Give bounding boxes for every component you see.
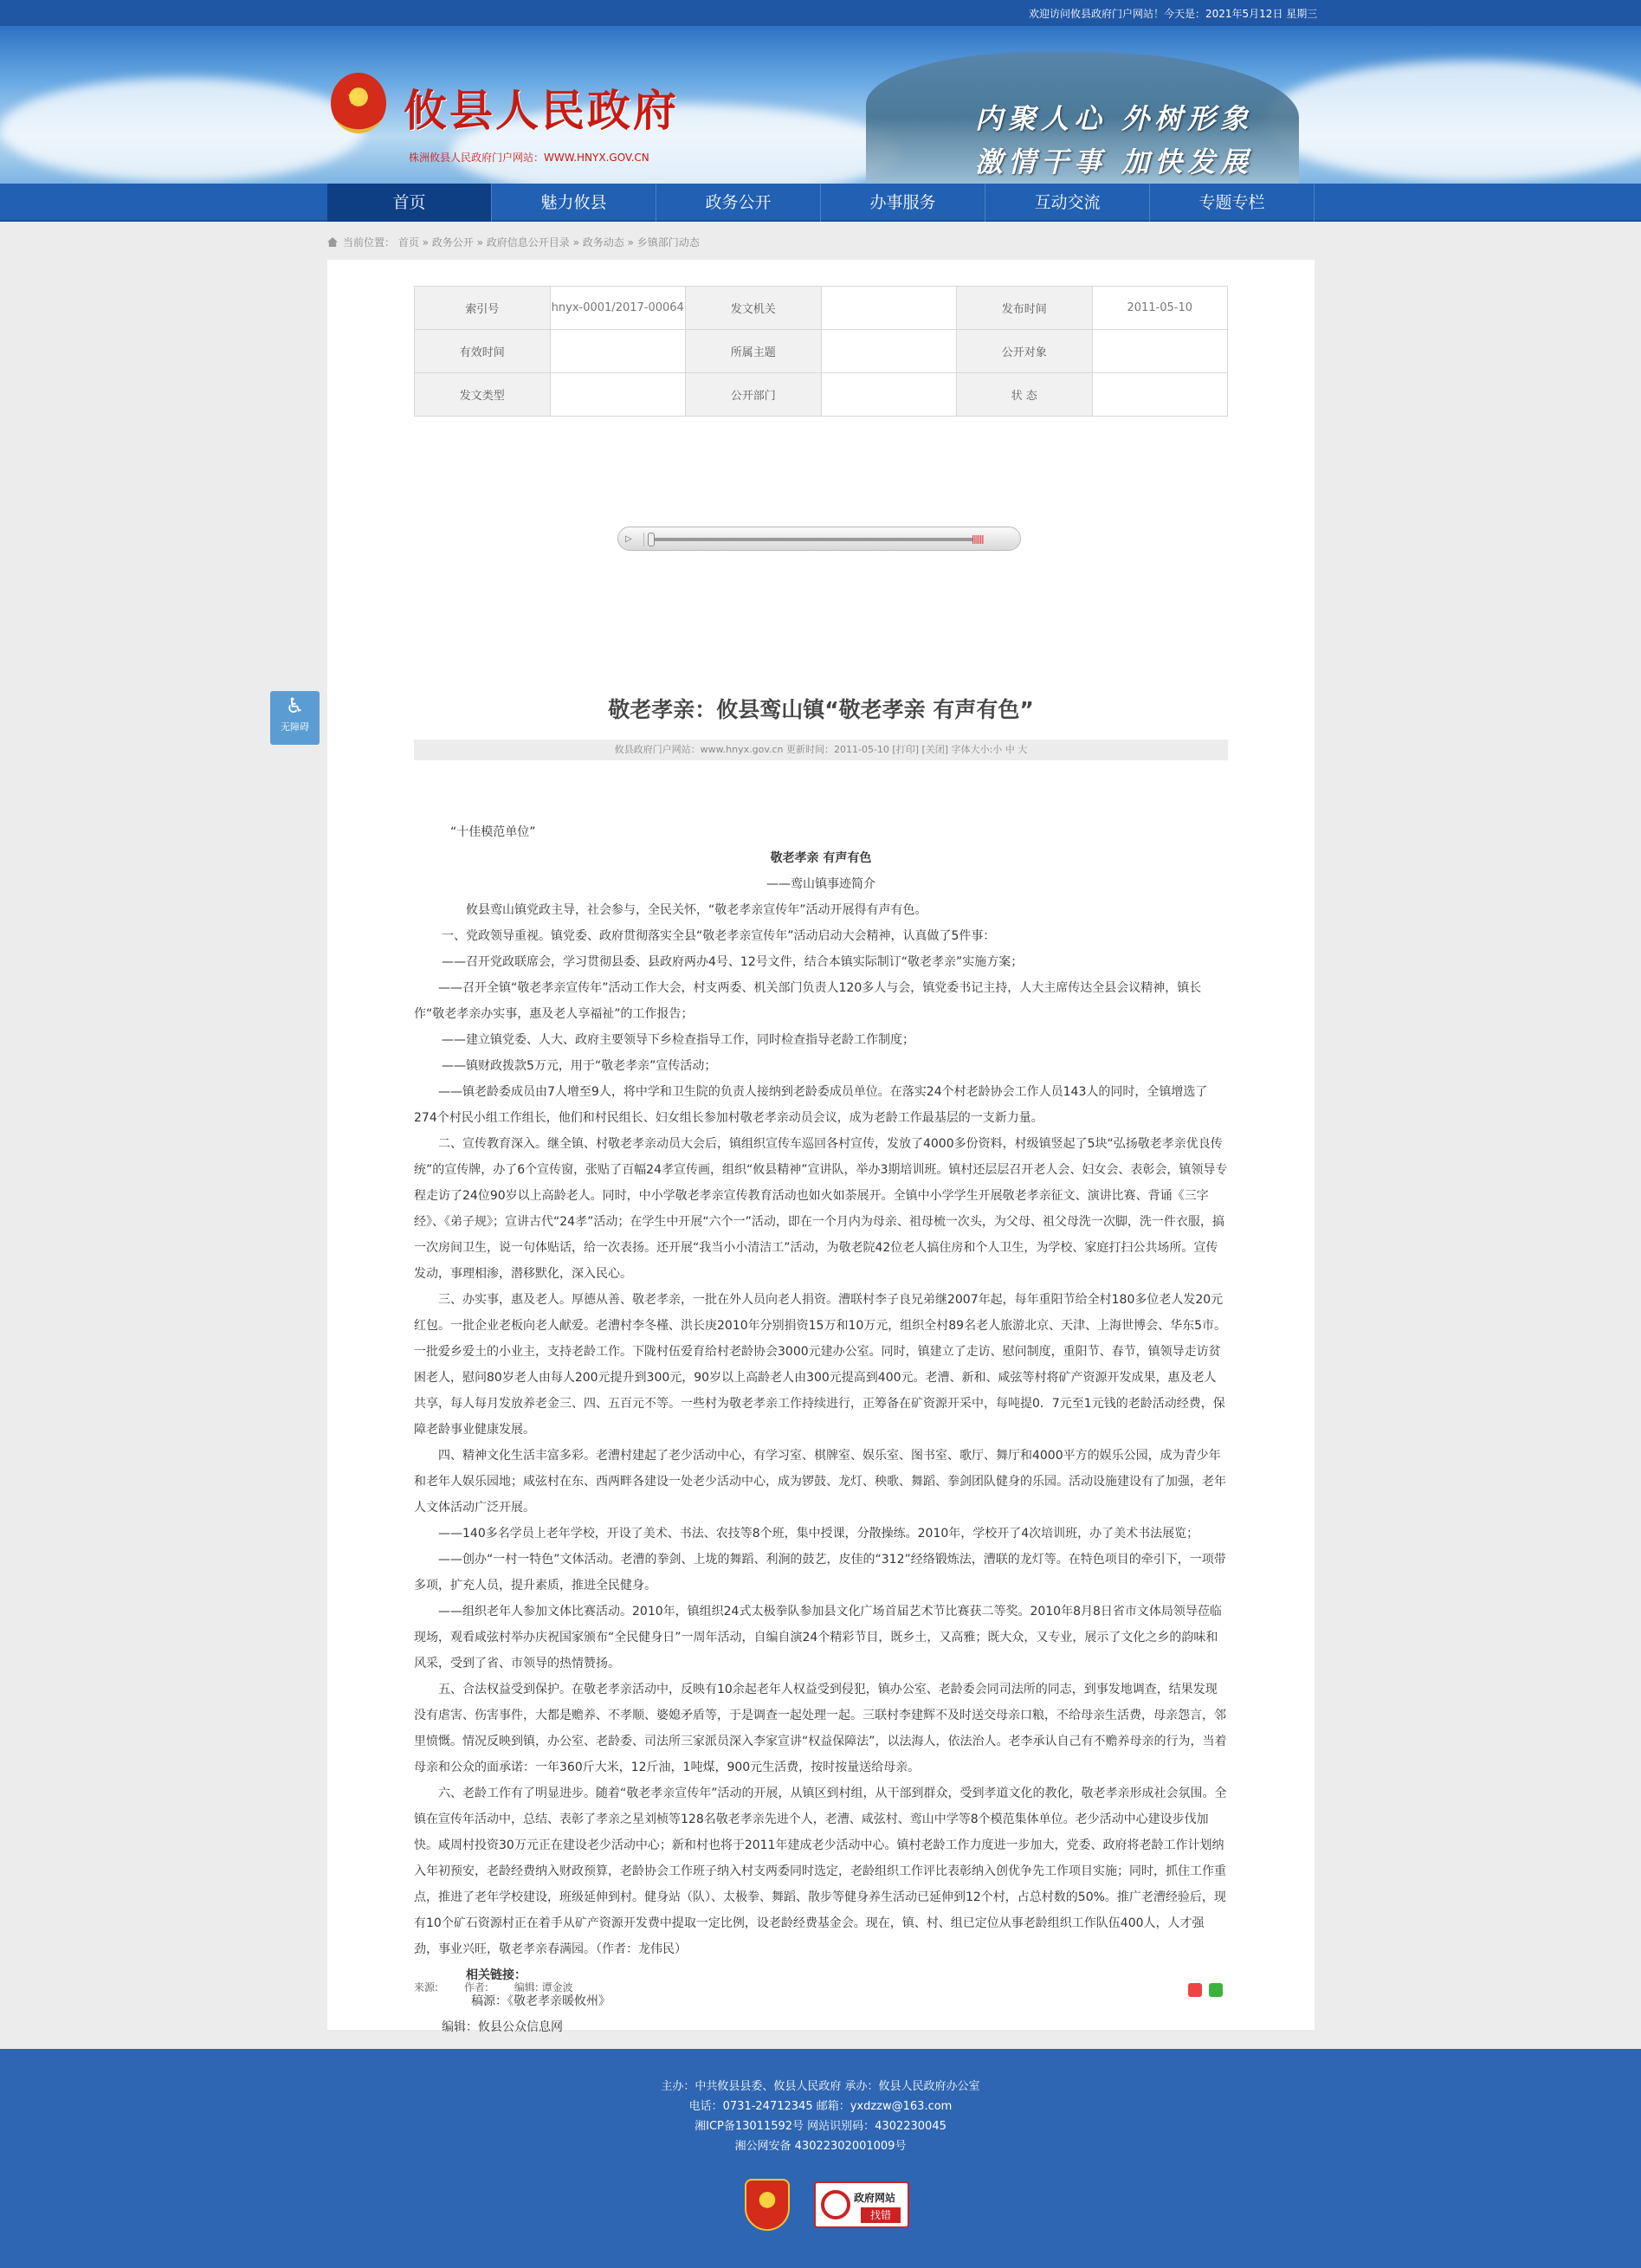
- weibo-share-icon[interactable]: [1188, 1983, 1202, 1997]
- top-bar: [0, 0, 1641, 26]
- main-nav: [0, 184, 1641, 222]
- nav-home[interactable]: 首页: [327, 184, 492, 222]
- site-logo-title[interactable]: 攸县人民政府: [404, 85, 679, 136]
- article-paragraph: ——140多名学员上老年学校，开设了美术、书法、农技等8个班，集中授课，分散操练。2010年，学校开了4次培训班，办了美术书法展览；: [438, 1527, 1199, 1541]
- page-footer: [0, 2049, 1641, 2268]
- article-paragraph: ——组织老年人参加文体比赛活动。2010年，镇组织24式太极拳队参加县文化广场首届艺术节比赛获二等奖。2010年8月8日省市文体局领导莅临现场，观看咸弦村举办庆祝国家颁布“全民健身日”一周年活动，自编自演24个精彩节目，既乡土，又高雅；既大众，又专业，展示了文化之乡的韵味和风采，受到了省、市领导的热情赞扬。: [414, 1605, 1222, 1670]
- article-footer-meta: [414, 1980, 1228, 1994]
- badge-action: 找错: [861, 2207, 901, 2223]
- meta-date-value: 2011-05-10: [1092, 287, 1228, 330]
- article-paragraph: 相关链接：: [466, 1968, 527, 1982]
- footer-icp[interactable]: 湘ICP备13011592号 网站识别码：4302230045: [695, 2120, 946, 2133]
- nav-interaction[interactable]: 互动交流: [985, 184, 1150, 222]
- footer-sponsor: 主办：中共攸县县委、攸县人民政府 承办：攸县人民政府办公室: [661, 2080, 980, 2093]
- article-paragraph: ——创办“一村一特色”文体活动。老漕的拳剑、上垅的舞蹈、利涧的鼓艺，皮佳的“312”经络锻炼法，漕联的龙灯等。在特色项目的牵引下，一项带多项，扩充人员，提升素质，推进全民健身。: [414, 1553, 1226, 1593]
- article-paragraph: 二、宣传教育深入。继全镇、村敬老孝亲动员大会后，镇组织宣传车巡回各村宣传，发放了4000多份资料，村级镇竖起了5块“弘扬敬老孝亲优良传统”的宣传牌，办了6个宣传窗，张贴了百幅24孝宣传画，组织“攸县精神”宣讲队，举办3期培训班。镇村还层层召开老人会、妇女会、表彰会，镇领导专程走访了24位90岁以上高龄老人。同时，中小学敬老孝亲宣传教育活动也如火如荼展开。全镇中小学学生开展敬老孝亲征文、演讲比赛、背诵《三字经》、《弟子规》；宣讲古代“24孝”活动；在学生中开展“六个一”活动，即在一个月内为母亲、祖母梳一次头，为父母、祖父母洗一次脚，洗一件衣服，搞一次房间卫生，说一句体贴话，给一次表扬。还开展“我当小小清洁工”活动，为敬老院42位老人搞住房和个人卫生，为学校、家庭打扫公共场所。宣传发动，事理相渗，潜移默化，深入民心。: [414, 1137, 1228, 1281]
- slogan-line-1: 内聚人心 外树形象: [975, 102, 1254, 135]
- footer-contact: 电话：0731-24712345 邮箱：yxdzzw@163.com: [688, 2100, 953, 2113]
- wheelchair-icon: ♿: [285, 694, 305, 718]
- article-title: 敬老孝亲：攸县鸾山镇“敬老孝亲 有声有色”: [608, 697, 1034, 722]
- audio-player[interactable]: [617, 527, 1021, 551]
- nav-charm-youxian[interactable]: 魅力攸县: [492, 184, 656, 222]
- meta-valid-label: 有效时间: [415, 330, 551, 373]
- audio-progress-handle[interactable]: [648, 533, 655, 546]
- meta-doctype-label: 发文类型: [415, 373, 551, 417]
- meta-topic-value: [821, 330, 957, 373]
- meta-issuer-label: 发文机关: [686, 287, 822, 330]
- meta-audience-label: 公开对象: [957, 330, 1093, 373]
- slogan-line-2: 激情干事 加快发展: [975, 145, 1254, 178]
- article-info-bar[interactable]: 攸县政府门户网站：www.hnyx.gov.cn 更新时间：2011-05-10 [打印] [关闭] 字体大小:小 中 大: [414, 740, 1228, 760]
- metadata-table: [414, 286, 1228, 417]
- article-paragraph: 一、党政领导重视。镇党委、政府贯彻落实全县“敬老孝亲宣传年”活动启动大会精神，认真做了5件事：: [442, 929, 996, 943]
- meta-valid-value: [550, 330, 686, 373]
- meta-doctype-value: [550, 373, 686, 417]
- site-subtitle: 株洲攸县人民政府门户网站：WWW.HNYX.GOV.CN: [409, 152, 649, 164]
- party-gov-badge-icon[interactable]: [745, 2179, 790, 2231]
- article-paragraph: 五、合法权益受到保护。在敬老孝亲活动中，反映有10余起老年人权益受到侵犯，镇办公室、老龄委会同司法所的同志，到事发地调查，结果发现没有虐害、伤害事件，大都是赡养、不孝顺、婆媳矛盾等，于是调查一起处理一起。三联村李建辉不及时送交母亲口粮，不给母亲生活费，母亲怨言，邻里愤慨。情况反映到镇，办公室、老龄委、司法所三家派员深入李家宣讲“权益保障法”，以法海人，依法治人。老李承认自己有不赡养母亲的行为，当着母亲和公众的面承诺：一年360斤大米，12斤油，1吨煤，900元生活费，按时按量送给母亲。: [414, 1683, 1227, 1774]
- article-paragraph: ——召开全镇“敬老孝亲宣传年”活动工作大会，村支两委、机关部门负责人120多人与会，镇党委书记主持，人大主席传达全县会议精神，镇长作“敬老孝亲办实事，惠及老人享福祉”的工作报告；: [414, 981, 1202, 1021]
- article-paragraph: 六、老龄工作有了明显进步。随着“敬老孝亲宣传年”活动的开展，从镇区到村组，从干部到群众，受到孝道文化的教化，敬老孝亲形成社会氛围。全镇在宣传年活动中，总结、表彰了孝亲之星刘桢等128名敬老孝亲先进个人，老漕、咸弦村、鸾山中学等8个模范集体单位。老少活动中心建设步伐加快。咸周村投资30万元正在建设老少活动中心；新和村也将于2011年建成老少活动中心。镇村老龄工作力度进一步加大，党委、政府将老龄工作计划纳入年初预安，老龄经费纳入财政预算，老龄协会工作班子纳入村支两委同时选定，老龄组织工作评比表彰纳入创优争先工作项目实施；同时，抓住工作重点，推进了老年学校建设，班级延伸到村。健身站（队）、太极拳、舞蹈、散步等健身养生活动已延伸到12个村，占总村数的50%。推广老漕经验后，现有10个矿石资源村正在着手从矿产资源开发费中提取一定比例，设老龄经费基金会。现在，镇、村、组已定位从事老龄组织工作队伍400人，人才强劲，事业兴旺，敬老孝亲春满园。（作者：龙伟民）: [414, 1787, 1227, 1956]
- audio-progress-track[interactable]: [653, 538, 973, 541]
- article-paragraph: 四、精神文化生活丰富多彩。老漕村建起了老少活动中心，有学习室、棋牌室、娱乐室、图书室、歌厅、舞厅和4000平方的娱乐公园，成为青少年和老年人娱乐园地；咸弦村在东、西两畔各建设一处老少活动中心，成为锣鼓、龙灯、秧歌、舞蹈、拳剑团队健身的乐园。活动设施建设有了加强，老年人文体活动广泛开展。: [414, 1449, 1226, 1515]
- wechat-share-icon[interactable]: [1209, 1983, 1223, 1997]
- article-paragraph: ——召开党政联席会，学习贯彻县委、县政府两办4号、12号文件，结合本镇实际制订“敬老孝亲”实施方案；: [442, 955, 1024, 969]
- article-paragraph: 三、办实事，惠及老人。厚德从善、敬老孝亲，一批在外人员向老人捐资。漕联村李子良兄弟继2007年起，每年重阳节给全村180多位老人发20元红包。一批企业老板向老人献爱。老漕村李冬槿、洪长庚2010年分别捐资15万和10万元，组织全村89名老人旅游北京、天津、上海世博会、华东5市。一批爱乡爱土的小业主，支持老龄工作。下陇村伍爱育给村老龄协会3000元建办公室。同时，镇建立了走访、慰问制度，重阳节、春节，镇领导走访贫困老人，慰问80岁老人由每人200元提升到300元，90岁以上高龄老人由300元提高到400元。老漕、新和、咸弦等村将矿产资源开发成果，惠及老人共享，每人每月发放养老金三、四、五百元不等。一些村为敬老孝亲工作持续进行，正筹备在矿资源开采中，每吨提0．7元至1元钱的老龄活动经费，保障老龄事业健康发展。: [414, 1293, 1226, 1437]
- meta-status-label: 状 态: [957, 373, 1093, 417]
- meta-index-label: 索引号: [415, 287, 551, 330]
- meta-issuer-value: [821, 287, 957, 330]
- meta-dept-value: [821, 373, 957, 417]
- article-paragraph: ——鸾山镇事迹简介: [766, 877, 875, 891]
- article-paragraph: 敬老孝亲 有声有色: [770, 851, 872, 865]
- play-icon[interactable]: ▷: [625, 533, 644, 546]
- magnifier-icon: [821, 2190, 850, 2220]
- article-paragraph: 攸县鸾山镇党政主导，社会参与，全民关怀，“敬老孝亲宣传年”活动开展得有声有色。: [466, 903, 927, 917]
- article-paragraph: ——镇老龄委成员由7人增至9人，将中学和卫生院的负责人接纳到老龄委成员单位。在落实24个村老龄协会工作人员143人的同时，全镇增选了274个村民小组工作组长，他们和村民组长、妇女组长参加村敬老孝亲动员会议，成为老龄工作最基层的一支新力量。: [414, 1085, 1208, 1125]
- author-label: 作者:: [463, 1981, 488, 1993]
- article-body: [414, 819, 1228, 2040]
- article-paragraph: ——建立镇党委、人大、政府主要领导下乡检查指导工作，同时检查指导老龄工作制度；: [442, 1033, 914, 1047]
- footer-police-record[interactable]: 湘公网安备 43022302001009号: [734, 2140, 907, 2153]
- nav-services[interactable]: 办事服务: [821, 184, 985, 222]
- nav-government-affairs[interactable]: 政务公开: [656, 184, 821, 222]
- nav-special-topics[interactable]: 专题专栏: [1150, 184, 1315, 222]
- welcome-text: 欢迎访问攸县政府门户网站！今天是：2021年5月12日 星期三: [1029, 8, 1318, 20]
- meta-audience-value: [1092, 330, 1228, 373]
- header-banner: [0, 26, 1641, 184]
- source-label: 来源:: [414, 1981, 439, 1993]
- editor-label: 编辑: 谭金波: [514, 1981, 573, 1993]
- article-paragraph: ——镇财政拨款5万元，用于“敬老孝亲”宣传活动；: [442, 1059, 717, 1073]
- accessibility-label: 无障碍: [281, 721, 309, 733]
- article-paragraph: 编辑：攸县公众信息网: [442, 2020, 563, 2034]
- article-paragraph: 稿源：《敬老孝亲暖攸州》: [471, 1994, 611, 2008]
- meta-index-value: hnyx-0001/2017-00064: [550, 287, 686, 330]
- volume-icon[interactable]: ǀǀǀǀǀǀ: [972, 533, 984, 545]
- meta-date-label: 发布时间: [957, 287, 1093, 330]
- meta-dept-label: 公开部门: [686, 373, 822, 417]
- home-icon: [327, 237, 338, 247]
- badge-title: 政府网站: [854, 2192, 896, 2204]
- meta-status-value: [1092, 373, 1228, 417]
- gov-site-error-report-badge[interactable]: [814, 2181, 909, 2228]
- content-panel: [327, 260, 1315, 2034]
- national-emblem-icon: ★: [331, 73, 386, 133]
- breadcrumb-text[interactable]: 当前位置： 首页 » 政务公开 » 政府信息公开目录 » 政务动态 » 乡镇部门动态: [343, 236, 700, 249]
- breadcrumb: [327, 235, 700, 249]
- accessibility-button[interactable]: [270, 691, 320, 745]
- article-paragraph: “十佳模范单位”: [450, 825, 536, 839]
- meta-topic-label: 所属主题: [686, 330, 822, 373]
